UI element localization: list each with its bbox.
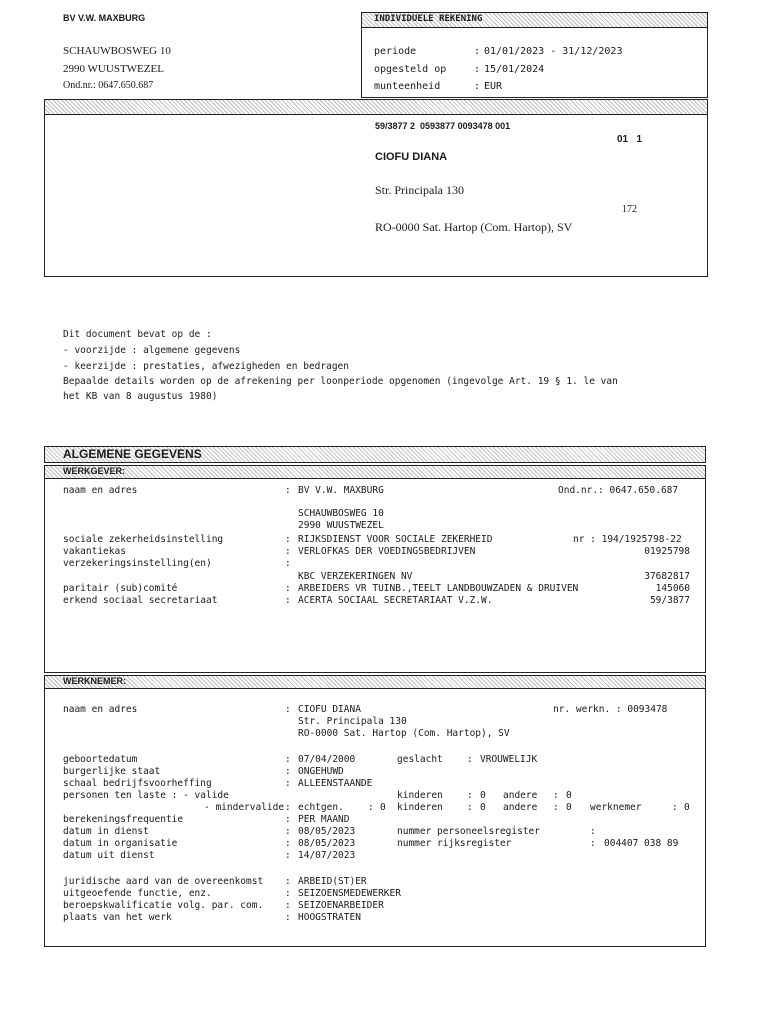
tax-scale-label: schaal bedrijfsvoorheffing <box>63 778 212 789</box>
currency-colon: : <box>474 81 481 92</box>
employer-name-label: naam en adres <box>63 485 138 496</box>
valid-others-label: andere <box>503 790 538 801</box>
intro-line-4: Bepaalde details worden op de afrekening per loonperiode opgenomen (ingevolge Art. 19 § 1. le van <box>63 376 618 387</box>
employer-name-header: BV V.W. MAXBURG <box>63 13 146 23</box>
tax-scale-value: ALLEENSTAANDE <box>298 778 373 789</box>
intro-line-2: - voorzijde : algemene gegevens <box>63 345 241 356</box>
joint-committee-value: ARBEIDERS VR TUINB.,TEELT LANDBOUWZADEN & DRUIVEN <box>298 583 579 594</box>
employer-section-header <box>45 466 705 479</box>
disabled-others-value: 0 <box>566 802 572 813</box>
intro-line-5: het KB van 8 augustus 1980) <box>63 391 218 402</box>
contract-type-colon: : <box>285 876 291 887</box>
joint-committee-number: 145060 <box>655 583 690 594</box>
period-colon: : <box>474 46 481 57</box>
social-security-colon: : <box>285 534 291 545</box>
disabled-spouse-label: echtgen. <box>298 802 344 813</box>
holiday-fund-number: 01925798 <box>644 546 690 557</box>
disabled-worker-colon: : <box>672 802 678 813</box>
employer-heading: WERKGEVER: <box>63 466 126 476</box>
civil-status-label: burgerlijke staat <box>63 766 161 777</box>
qualification-value: SEIZOENARBEIDER <box>298 900 384 911</box>
employee-section-header <box>45 676 705 689</box>
disabled-children-label: kinderen <box>397 802 443 813</box>
workplace-colon: : <box>285 912 291 923</box>
employer-city-header: 2990 WUUSTWEZEL <box>63 63 164 75</box>
out-service-label: datum uit dienst <box>63 850 155 861</box>
dependents-valid-label: personen ten laste : - valide <box>63 790 229 801</box>
in-service-label: datum in dienst <box>63 826 149 837</box>
account-box-header <box>362 13 707 28</box>
social-security-label: sociale zekerheidsinstelling <box>63 534 224 545</box>
contract-type-label: juridische aard van de overeenkomst <box>63 876 264 887</box>
out-service-value: 14/07/2023 <box>298 850 356 861</box>
valid-others-value: 0 <box>566 790 572 801</box>
national-register-label: nummer rijksregister <box>397 838 512 849</box>
insurer-value: KBC VERZEKERINGEN NV <box>298 571 413 582</box>
employee-name-colon: : <box>285 704 291 715</box>
civil-status-colon: : <box>285 766 291 777</box>
gender-colon: : <box>467 754 473 765</box>
holiday-fund-value: VERLOFKAS DER VOEDINGSBEDRIJVEN <box>298 546 476 557</box>
out-service-colon: : <box>285 850 291 861</box>
secretariat-number: 59/3877 <box>649 595 690 606</box>
calc-frequency-label: berekeningsfrequentie <box>63 814 184 825</box>
drawn-up-label: opgesteld op <box>374 64 447 75</box>
intro-line-1: Dit document bevat op de : <box>63 329 212 340</box>
dependents-disabled-label: - mindervalide <box>204 802 285 813</box>
recipient-box-header <box>45 100 707 115</box>
disabled-worker-label: werknemer <box>590 802 642 813</box>
contract-type-value: ARBEID(ST)ER <box>298 876 367 887</box>
period-value: 01/01/2023 - 31/12/2023 <box>484 46 623 57</box>
joint-committee-label: paritair (sub)comité <box>63 583 178 594</box>
employer-street: SCHAUWBOSWEG 10 <box>298 508 384 519</box>
insurer-label: verzekeringsinstelling(en) <box>63 558 212 569</box>
employee-name: CIOFU DIANA <box>298 704 361 715</box>
recipient-number: 172 <box>622 204 637 215</box>
disabled-children-value: 0 <box>480 802 486 813</box>
staff-register-label: nummer personeelsregister <box>397 826 540 837</box>
disabled-others-label: andere <box>503 802 538 813</box>
general-section-title: ALGEMENE GEGEVENS <box>63 447 202 461</box>
social-security-value: RIJKSDIENST VOOR SOCIALE ZEKERHEID <box>298 534 493 545</box>
drawn-up-value: 15/01/2024 <box>484 64 545 75</box>
period-label: periode <box>374 46 417 57</box>
joint-committee-colon: : <box>285 583 291 594</box>
insurer-colon: : <box>285 558 291 569</box>
birthdate-label: geboortedatum <box>63 754 138 765</box>
workplace-value: HOOGSTRATEN <box>298 912 361 923</box>
holiday-fund-label: vakantiekas <box>63 546 126 557</box>
in-service-colon: : <box>285 826 291 837</box>
insurer-number: 37682817 <box>644 571 690 582</box>
recipient-box <box>44 99 708 277</box>
account-title: INDIVIDUELE REKENING <box>374 14 483 24</box>
disabled-others-colon: : <box>553 802 559 813</box>
disabled-colon: : <box>285 802 291 813</box>
recipient-name: CIOFU DIANA <box>375 151 448 163</box>
gender-value: VROUWELIJK <box>480 754 538 765</box>
calc-frequency-colon: : <box>285 814 291 825</box>
drawn-up-colon: : <box>474 64 481 75</box>
disabled-worker-value: 0 <box>684 802 690 813</box>
gender-label: geslacht <box>397 754 443 765</box>
calc-frequency-value: PER MAAND <box>298 814 350 825</box>
secretariat-colon: : <box>285 595 291 606</box>
disabled-spouse-value: 0 <box>380 802 386 813</box>
employer-name-colon: : <box>285 485 291 496</box>
currency-label: munteenheid <box>374 81 441 92</box>
employer-city: 2990 WUUSTWEZEL <box>298 520 384 531</box>
national-register-value: 004407 038 89 <box>604 838 679 849</box>
disabled-children-colon: : <box>467 802 473 813</box>
disabled-spouse-colon: : <box>368 802 374 813</box>
qualification-colon: : <box>285 900 291 911</box>
qualification-label: beroepskwalificatie volg. par. com. <box>63 900 264 911</box>
employee-city: RO-0000 Sat. Hartop (Com. Hartop), SV <box>298 728 510 739</box>
employee-worker-number: nr. werkn. : 0093478 <box>553 704 668 715</box>
employer-company-number: Ond.nr.: 0647.650.687 <box>558 485 679 496</box>
function-colon: : <box>285 888 291 899</box>
valid-others-colon: : <box>553 790 559 801</box>
rsz-number: nr : 194/1925798-22 <box>573 534 682 545</box>
recipient-code: 01 1 <box>617 134 643 145</box>
function-value: SEIZOENSMEDEWERKER <box>298 888 401 899</box>
employee-street: Str. Principala 130 <box>298 716 407 727</box>
employee-name-label: naam en adres <box>63 704 138 715</box>
in-service-value: 08/05/2023 <box>298 826 356 837</box>
currency-value: EUR <box>484 81 503 92</box>
valid-children-value: 0 <box>480 790 486 801</box>
tax-scale-colon: : <box>285 778 291 789</box>
function-label: uitgeoefende functie, enz. <box>63 888 212 899</box>
birthdate-value: 07/04/2000 <box>298 754 356 765</box>
in-organisation-value: 08/05/2023 <box>298 838 356 849</box>
general-section-header <box>44 446 706 463</box>
employer-street-header: SCHAUWBOSWEG 10 <box>63 45 171 57</box>
account-box <box>361 12 708 98</box>
secretariat-value: ACERTA SOCIAAL SECRETARIAAT V.Z.W. <box>298 595 493 606</box>
civil-status-value: ONGEHUWD <box>298 766 344 777</box>
national-register-colon: : <box>590 838 596 849</box>
in-organisation-colon: : <box>285 838 291 849</box>
employee-heading: WERKNEMER: <box>63 676 126 686</box>
staff-register-colon: : <box>590 826 596 837</box>
intro-line-3: - keerzijde : prestaties, afwezigheden en bedragen <box>63 361 349 372</box>
employer-company-number-header: Ond.nr.: 0647.650.687 <box>63 80 154 91</box>
recipient-reference: 59/3877 2 0593877 0093478 001 <box>375 121 511 131</box>
valid-children-label: kinderen <box>397 790 443 801</box>
valid-children-colon: : <box>467 790 473 801</box>
workplace-label: plaats van het werk <box>63 912 172 923</box>
holiday-fund-colon: : <box>285 546 291 557</box>
recipient-city: RO-0000 Sat. Hartop (Com. Hartop), SV <box>375 220 573 234</box>
recipient-street: Str. Principala 130 <box>375 183 464 197</box>
secretariat-label: erkend sociaal secretariaat <box>63 595 218 606</box>
employer-name-value: BV V.W. MAXBURG <box>298 485 384 496</box>
in-organisation-label: datum in organisatie <box>63 838 178 849</box>
birthdate-colon: : <box>285 754 291 765</box>
